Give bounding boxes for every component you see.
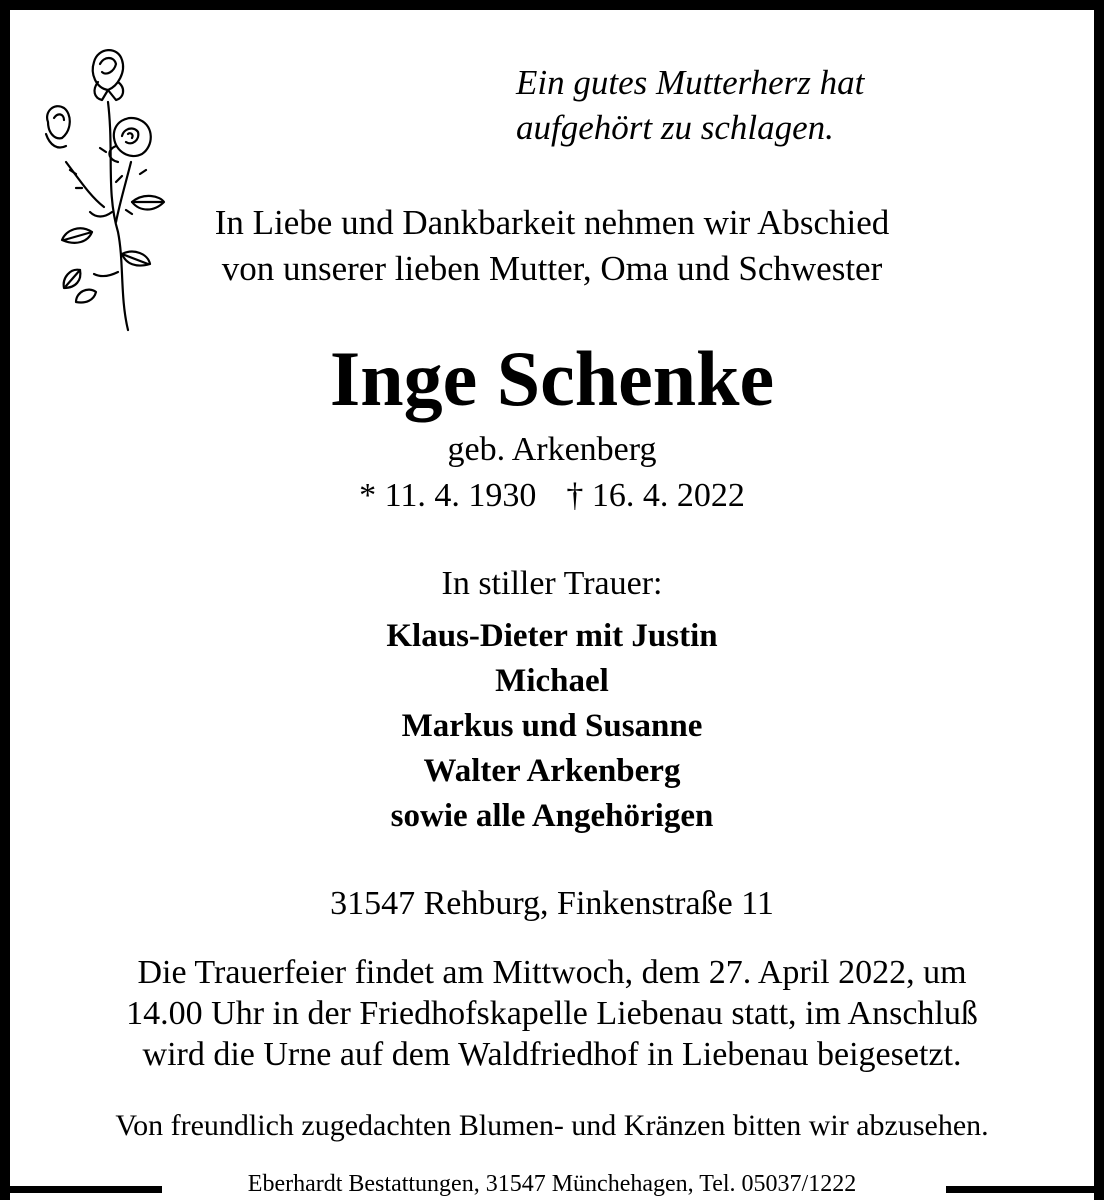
intro-text [95,200,1009,292]
mourners-list [0,614,1104,839]
motto [516,60,936,150]
family-address: 31547 Rehburg, Finkenstraße 11 [330,885,774,922]
intro-line: In Liebe und Dankbarkeit nehmen wir Abschied [214,203,890,242]
life-dates [0,474,1104,518]
deceased-name: Inge Schenke [329,335,775,422]
birth-name: geb. Arkenberg [447,431,657,468]
motto-line: Ein gutes Mutterherz hat [516,63,865,102]
mourner-name: Markus und Susanne [401,708,703,744]
mourner-name: sowie alle Angehörigen [390,798,714,834]
flowers-note: Von freundlich zugedachten Blumen- und Kränzen bitten wir abzusehen. [115,1109,989,1142]
birth-date: * 11. 4. 1930 [359,477,537,514]
mourner-name: Walter Arkenberg [423,753,681,789]
service-details [0,952,1104,1075]
mourner-name: Michael [495,663,609,699]
death-date: † 16. 4. 2022 [566,477,745,514]
intro-line: von unserer lieben Mutter, Oma und Schwester [221,249,883,288]
motto-line: aufgehört zu schlagen. [516,108,834,147]
service-line: Die Trauerfeier findet am Mittwoch, dem 27. April 2022, um [137,954,967,991]
service-line: wird die Urne auf dem Waldfriedhof in Liebenau beigesetzt. [142,1036,962,1073]
service-line: 14.00 Uhr in der Friedhofskapelle Liebenau statt, im Anschluß [126,995,978,1032]
mourning-label: In stiller Trauer: [441,565,663,602]
funeral-home-footer: Eberhardt Bestattungen, 31547 Münchehagen, Tel. 05037/1222 [247,1171,857,1197]
mourner-name: Klaus-Dieter mit Justin [386,618,718,654]
